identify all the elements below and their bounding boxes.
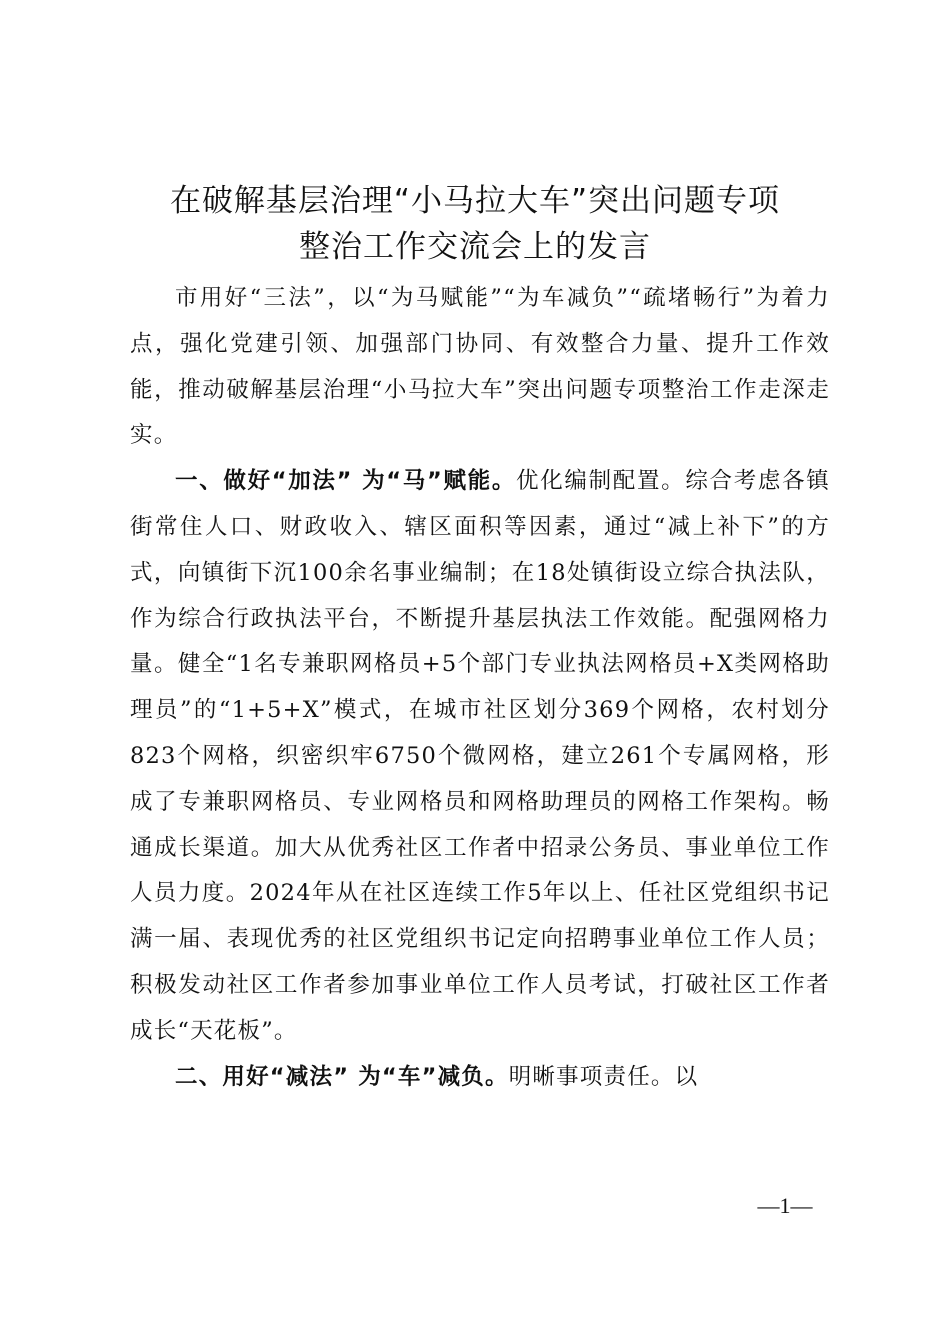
section-1-text: 优化编制配置。综合考虑各镇街常住人口、财政收入、辖区面积等因素，通过“减上补下”的方式，向镇街下沉100余名事业编制；在18处镇街设立综合执法队，作为综合行政执法平台，不断提升基层执法工作效能。配强网格力量。健全“1名专兼职网格员+5个部门专业执法网格员+X类网格助理员”的“1+5+X”模式，在城市社区划分369个网格，农村划分823个网格，织密织牢6750个微网格，建立261个专属网格，形成了专兼职网格员、专业网格员和网格助理员的网格工作架构。畅通成长渠道。加大从优秀社区工作者中招录公务员、事业单位工作人员力度。2024年从在社区连续工作5年以上、任社区党组织书记满一届、表现优秀的社区党组织书记定向招聘事业单位工作人员；积极发动社区工作者参加事业单位工作人员考试，打破社区工作者成长“天花板”。 [130,468,830,1044]
section-2-heading: 二、用好“减法” 为“车”减负。 [175,1063,509,1090]
section-2-paragraph [130,1055,830,1101]
section-1-paragraph [130,459,830,1054]
intro-paragraph: 市用好“三法”，以“为马赋能”“为车减负”“疏堵畅行”为着力点，强化党建引领、加强部门协同、有效整合力量、提升工作效能，推动破解基层治理“小马拉大车”突出问题专项整治工作走深走实。 [130,285,830,449]
page-number: —1— [757,1193,813,1218]
section-2-text: 明晰事项责任。以 [508,1063,699,1090]
section-1-heading: 一、做好“加法” 为“马”赋能。 [175,468,517,495]
document-body [130,276,830,1100]
title-line-1: 在破解基层治理“小马拉大车”突出问题专项 [169,183,781,219]
document-title [120,178,830,270]
title-line-2: 整治工作交流会上的发言 [299,229,651,265]
